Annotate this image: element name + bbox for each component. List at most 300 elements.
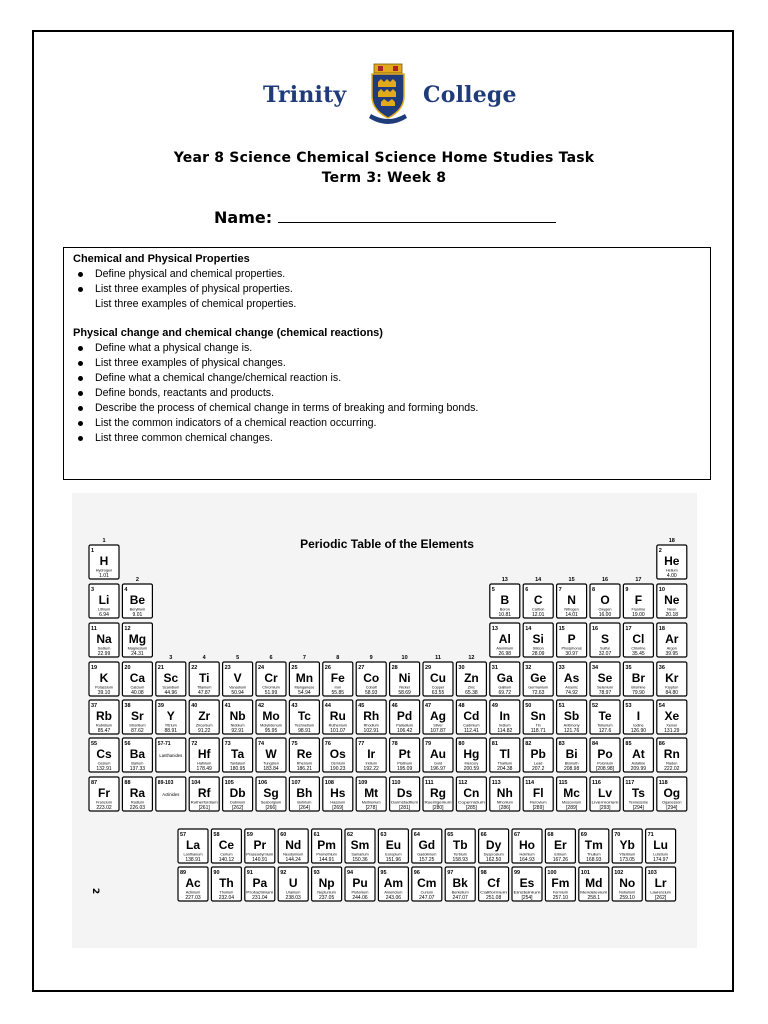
group-number: 10: [401, 655, 408, 661]
element-symbol: Pm: [317, 838, 336, 852]
atomic-number: 83: [558, 741, 565, 747]
task-item: List three common chemical changes.: [73, 431, 701, 446]
atomic-number: 93: [313, 870, 320, 876]
element-symbol: Sn: [530, 709, 546, 723]
task-item: Define bonds, reactants and products.: [73, 386, 701, 401]
atomic-mass: 39.95: [665, 651, 679, 657]
atomic-mass: 138.91: [185, 857, 201, 863]
element-symbol: Cn: [463, 786, 480, 800]
element-symbol: Ru: [329, 709, 346, 723]
element-symbol: N: [567, 593, 576, 607]
atomic-mass: 84.80: [665, 690, 679, 696]
element-symbol: Xe: [664, 709, 680, 723]
atomic-mass: 157.25: [419, 857, 435, 863]
atomic-mass: 35.45: [632, 651, 645, 657]
group-number: 17: [635, 577, 642, 583]
element-symbol: Kr: [665, 671, 679, 685]
element-symbol: Ca: [129, 671, 146, 685]
atomic-number: 85: [625, 741, 632, 747]
atomic-mass: [289]: [532, 805, 544, 811]
element-symbol: Pa: [252, 876, 268, 890]
atomic-mass: 85.47: [97, 728, 111, 734]
atomic-mass: 167.26: [552, 857, 569, 863]
atomic-number: 62: [347, 832, 354, 838]
atomic-mass: 50.94: [231, 690, 244, 696]
atomic-number: 14: [525, 626, 532, 632]
atomic-number: 94: [347, 870, 354, 876]
atomic-number: 55: [91, 741, 98, 747]
atomic-mass: 58.93: [364, 690, 378, 696]
element-symbol: Yb: [619, 838, 635, 852]
atomic-mass: 51.99: [264, 690, 278, 696]
atomic-mass: 244.06: [352, 895, 368, 901]
atomic-number: 46: [391, 703, 398, 709]
atomic-mass: [286]: [499, 805, 511, 811]
element-symbol: O: [600, 593, 610, 607]
atomic-mass: 164.93: [519, 857, 535, 863]
atomic-number: 12: [124, 626, 131, 632]
atomic-mass: 226.03: [129, 805, 146, 811]
element-symbol: Cl: [632, 632, 645, 646]
element-name: Calcium: [130, 685, 145, 690]
atomic-mass: 209.99: [630, 766, 647, 772]
element-name: Phosphorus: [561, 646, 582, 651]
element-symbol: Er: [554, 838, 567, 852]
atomic-number: 27: [358, 665, 365, 671]
atomic-number: 59: [246, 832, 253, 838]
atomic-mass: 74.92: [565, 690, 578, 696]
element-name: Hassium: [330, 800, 346, 805]
element-name: Dubnium: [229, 800, 246, 805]
atomic-number: 9: [625, 587, 629, 593]
atomic-mass: 258.1: [587, 895, 601, 901]
atomic-mass: 92.91: [231, 728, 244, 734]
element-symbol: Br: [631, 671, 646, 685]
element-symbol: Np: [318, 876, 335, 890]
element-name: Erbium: [554, 852, 567, 857]
atomic-number: 115: [558, 780, 568, 786]
atomic-number: 66: [480, 832, 487, 838]
atomic-number: 35: [625, 665, 632, 671]
element-name: Vanadium: [229, 685, 247, 690]
atomic-number: 53: [625, 703, 632, 709]
atomic-mass: 44.96: [164, 690, 178, 696]
atomic-number: 58: [213, 832, 220, 838]
element-symbol: H: [99, 554, 109, 568]
element-name: Terbium: [453, 852, 467, 857]
atomic-mass: 32.07: [598, 651, 612, 657]
element-symbol: Bk: [452, 876, 468, 890]
series-range: 89-103: [157, 780, 174, 786]
atomic-mass: 78.97: [598, 690, 612, 696]
task-item: List the common indicators of a chemical reaction occurring.: [73, 416, 701, 431]
element-name: Neon: [667, 607, 677, 612]
element-name: Barium: [131, 761, 144, 766]
element-symbol: Ag: [430, 709, 446, 723]
element-name: Gadolinium: [417, 852, 437, 857]
element-name: Berkelium: [451, 890, 469, 895]
periodic-table-title: Periodic Table of the Elements: [300, 537, 474, 551]
element-symbol: U: [288, 876, 298, 890]
atomic-mass: [208.98]: [595, 766, 615, 772]
logo-text-right: College: [423, 82, 517, 108]
task-item: Define physical and chemical properties.: [73, 267, 701, 282]
atomic-number: 110: [391, 780, 401, 786]
element-symbol: Ga: [496, 671, 513, 685]
atomic-number: 100: [547, 870, 557, 876]
atomic-mass: 12.01: [531, 612, 545, 618]
element-symbol: La: [185, 838, 201, 852]
atomic-number: 26: [324, 665, 331, 671]
atomic-mass: [294]: [666, 805, 678, 811]
atomic-number: 19: [91, 665, 98, 671]
element-symbol: Li: [98, 593, 110, 607]
atomic-mass: 24.31: [131, 651, 144, 657]
element-symbol: B: [500, 593, 510, 607]
element-name: Aluminum: [496, 646, 514, 651]
logo-text-left: Trinity: [263, 82, 347, 108]
element-name: Scandium: [162, 685, 180, 690]
element-name: Copernicium: [457, 800, 485, 805]
atomic-mass: 231.04: [252, 895, 268, 901]
element-symbol: Hf: [197, 747, 211, 761]
element-symbol: Dy: [485, 838, 502, 852]
element-symbol: I: [636, 709, 641, 723]
element-name: Manganese: [294, 685, 315, 690]
element-name: Nobelium: [619, 890, 636, 895]
element-name: Bismuth: [564, 761, 579, 766]
atomic-number: 42: [258, 703, 265, 709]
atomic-mass: 144.91: [318, 857, 335, 863]
atomic-mass: 168.93: [586, 857, 602, 863]
element-name: Niobium: [230, 723, 245, 728]
atomic-number: 20: [124, 665, 131, 671]
element-name: Hydrogen: [95, 568, 113, 573]
group-number: 13: [501, 577, 508, 583]
element-symbol: Ar: [665, 632, 679, 646]
atomic-mass: 107.87: [430, 728, 446, 734]
atomic-mass: 243.06: [385, 895, 402, 901]
atomic-number: 21: [157, 665, 164, 671]
element-symbol: Rn: [663, 747, 680, 761]
atomic-mass: 195.09: [396, 766, 413, 772]
element-name: Arsenic: [565, 685, 578, 690]
element-symbol: Hs: [330, 786, 346, 800]
atomic-number: 31: [491, 665, 498, 671]
element-name: Neodymium: [283, 852, 304, 857]
atomic-number: 10: [658, 587, 665, 593]
element-name: Rutherfordium: [190, 800, 218, 805]
element-name: Iron: [334, 685, 342, 690]
document-subtitle: Term 3: Week 8: [321, 170, 447, 186]
element-symbol: Tl: [499, 747, 511, 761]
atomic-mass: [266]: [265, 805, 277, 811]
name-fill-line[interactable]: [278, 209, 556, 223]
atomic-mass: 132.91: [96, 766, 112, 772]
element-name: Bohrium: [297, 800, 312, 805]
element-name: Sodium: [97, 646, 111, 651]
atomic-number: 43: [291, 703, 298, 709]
atomic-number: 3: [91, 587, 95, 593]
element-symbol: Sg: [263, 786, 279, 800]
group-number: 5: [236, 655, 240, 661]
atomic-number: 52: [592, 703, 599, 709]
element-name: Fermium: [552, 890, 568, 895]
atomic-mass: 95.95: [264, 728, 278, 734]
atomic-number: 22: [191, 665, 198, 671]
element-name: Argon: [666, 646, 677, 651]
atomic-mass: 222.02: [664, 766, 680, 772]
atomic-number: 111: [425, 780, 434, 786]
element-name: Praseodymium: [246, 852, 274, 857]
element-name: Oxygen: [598, 607, 612, 612]
atomic-mass: 127.6: [598, 728, 612, 734]
element-symbol: Pr: [253, 838, 267, 852]
atomic-number: 36: [658, 665, 665, 671]
atomic-mass: 58.69: [398, 690, 411, 696]
element-name: Americium: [384, 890, 403, 895]
element-symbol: Cu: [430, 671, 446, 685]
element-symbol: Nh: [496, 786, 513, 800]
element-symbol: S: [600, 632, 610, 646]
atomic-number: 17: [625, 626, 632, 632]
atomic-mass: 118.71: [530, 728, 546, 734]
element-symbol: Al: [498, 632, 511, 646]
atomic-mass: 237.05: [318, 895, 335, 901]
element-name: Europium: [385, 852, 402, 857]
atomic-mass: [278]: [365, 805, 377, 811]
atomic-number: 49: [491, 703, 498, 709]
element-name: Zirconium: [195, 723, 213, 728]
atomic-mass: 144.24: [285, 857, 301, 863]
atomic-number: 50: [525, 703, 532, 709]
atomic-mass: [285]: [465, 805, 477, 811]
group-number: 6: [269, 655, 273, 661]
element-name: Protactinium: [246, 890, 274, 895]
atomic-mass: 247.07: [452, 895, 468, 901]
element-name: Radon: [666, 761, 678, 766]
element-name: Yttrium: [164, 723, 177, 728]
element-symbol: Te: [598, 709, 612, 723]
task-list-box: [63, 247, 711, 480]
element-name: Mendelevium: [580, 890, 608, 895]
atomic-number: 86: [658, 741, 665, 747]
atomic-number: 64: [413, 832, 420, 838]
element-name: Ruthenium: [328, 723, 347, 728]
atomic-number: 79: [425, 741, 432, 747]
element-symbol: Am: [383, 876, 404, 890]
atomic-number: 117: [625, 780, 635, 786]
atomic-number: 40: [191, 703, 198, 709]
atomic-number: 87: [91, 780, 98, 786]
element-symbol: Nd: [285, 838, 302, 852]
element-symbol: Og: [663, 786, 681, 800]
element-symbol: Tb: [452, 838, 468, 852]
atomic-mass: 4.00: [666, 573, 677, 579]
element-symbol: Ho: [519, 838, 535, 852]
atomic-mass: 1.01: [99, 573, 109, 579]
atomic-number: 44: [324, 703, 331, 709]
element-name: Meitnerium: [361, 800, 381, 805]
element-name: Platinum: [397, 761, 412, 766]
atomic-mass: 150.36: [352, 857, 368, 863]
atomic-number: 105: [224, 780, 234, 786]
atomic-mass: [289]: [566, 805, 578, 811]
element-symbol: Bi: [565, 747, 578, 761]
element-symbol: K: [99, 671, 109, 685]
atomic-number: 91: [246, 870, 253, 876]
task-item: List three examples of chemical properties.: [95, 298, 297, 310]
atomic-number: 25: [291, 665, 298, 671]
atomic-number: 38: [124, 703, 131, 709]
element-symbol: Ne: [664, 593, 680, 607]
atomic-mass: 259.10: [619, 895, 635, 901]
element-symbol: Cd: [463, 709, 480, 723]
atomic-number: 104: [191, 780, 201, 786]
atomic-number: 76: [324, 741, 331, 747]
atomic-mass: 131.29: [664, 728, 680, 734]
atomic-mass: [264]: [298, 805, 310, 811]
atomic-number: 69: [580, 832, 587, 838]
element-name: Tennessine: [628, 800, 649, 805]
atomic-number: 108: [324, 780, 334, 786]
atomic-mass: [294]: [632, 805, 644, 811]
atomic-mass: 121.76: [563, 728, 580, 734]
element-symbol: Pd: [396, 709, 413, 723]
element-name: Californium: [480, 890, 508, 895]
element-name: Technetium: [294, 723, 315, 728]
atomic-mass: [262]: [655, 895, 667, 901]
section-heading: Physical change and chemical change (chemical reactions): [73, 327, 383, 339]
atomic-mass: 30.97: [565, 651, 578, 657]
element-name: Mercury: [464, 761, 479, 766]
atomic-mass: 251.08: [485, 895, 502, 901]
atomic-number: 60: [280, 832, 287, 838]
element-symbol: Md: [585, 876, 603, 890]
atomic-mass: 26.98: [498, 651, 512, 657]
periodic-table-image: [72, 493, 697, 948]
element-name: Silver: [433, 723, 443, 728]
atomic-number: 30: [458, 665, 465, 671]
atomic-mass: 174.97: [652, 857, 669, 863]
atomic-number: 61: [313, 832, 320, 838]
element-name: Xenon: [666, 723, 678, 728]
atomic-number: 37: [91, 703, 98, 709]
element-symbol: Ce: [218, 838, 235, 852]
element-symbol: W: [265, 747, 277, 761]
element-symbol: Zr: [198, 709, 211, 723]
element-symbol: Ni: [398, 671, 411, 685]
element-name: Fluorine: [631, 607, 646, 612]
element-name: Rhenium: [296, 761, 313, 766]
element-name: Gold: [433, 761, 443, 766]
atomic-number: 56: [124, 741, 131, 747]
element-name: Actinium: [185, 890, 201, 895]
atomic-mass: 55.85: [331, 690, 345, 696]
element-name: Zinc: [467, 685, 475, 690]
atomic-mass: [262]: [232, 805, 244, 811]
atomic-mass: 87.62: [131, 728, 144, 734]
element-name: Tungsten: [263, 761, 279, 766]
element-symbol: Lu: [653, 838, 668, 852]
element-name: Holmium: [519, 852, 535, 857]
element-name: Magnesium: [127, 646, 148, 651]
atomic-number: 109: [358, 780, 368, 786]
element-symbol: Ds: [396, 786, 413, 800]
atomic-number: 72: [191, 741, 198, 747]
element-symbol: Zn: [464, 671, 479, 685]
element-name: Cerium: [220, 852, 233, 857]
atomic-mass: 137.33: [129, 766, 146, 772]
element-symbol: Rh: [363, 709, 380, 723]
element-name: Roentgenium: [424, 800, 452, 805]
atomic-number: 113: [491, 780, 501, 786]
atomic-number: 114: [525, 780, 535, 786]
atomic-number: 32: [525, 665, 532, 671]
atomic-number: 48: [458, 703, 465, 709]
element-symbol: Pu: [352, 876, 368, 890]
periodic-table: [72, 493, 697, 948]
element-name: Astatine: [631, 761, 646, 766]
element-name: Potassium: [95, 685, 113, 690]
element-symbol: Ge: [530, 671, 547, 685]
element-name: Chlorine: [631, 646, 646, 651]
element-symbol: At: [632, 747, 645, 761]
atomic-mass: 186.21: [296, 766, 313, 772]
element-name: Tellurium: [597, 723, 613, 728]
group-number: 14: [535, 577, 542, 583]
element-symbol: Cm: [417, 876, 437, 890]
atomic-number: 81: [491, 741, 498, 747]
element-symbol: Sm: [350, 838, 370, 852]
element-symbol: F: [634, 593, 643, 607]
element-symbol: Y: [166, 709, 175, 723]
group-number: 9: [369, 655, 373, 661]
atomic-number: 95: [380, 870, 387, 876]
element-symbol: Hg: [463, 747, 480, 761]
element-symbol: Tc: [297, 709, 311, 723]
element-name: Palladium: [396, 723, 413, 728]
element-name: Boron: [499, 607, 510, 612]
atomic-mass: 173.05: [619, 857, 635, 863]
element-name: Tin: [535, 723, 541, 728]
element-symbol: Lr: [654, 876, 667, 890]
atomic-number: 2: [658, 548, 662, 554]
element-name: Bromine: [631, 685, 646, 690]
element-name: Beryllium: [129, 607, 146, 612]
atomic-number: 82: [525, 741, 532, 747]
atomic-mass: 63.55: [431, 690, 445, 696]
element-name: Chromium: [262, 685, 280, 690]
atomic-number: 90: [213, 870, 220, 876]
element-symbol: Cf: [487, 876, 500, 890]
element-symbol: Se: [597, 671, 613, 685]
atomic-mass: [269]: [332, 805, 344, 811]
section-list: [73, 267, 701, 312]
element-name: Cobalt: [365, 685, 377, 690]
group-number: 16: [601, 577, 609, 583]
element-symbol: Mo: [262, 709, 280, 723]
atomic-mass: 140.12: [218, 857, 235, 863]
atomic-mass: [293]: [599, 805, 611, 811]
element-symbol: Rf: [197, 786, 211, 800]
atomic-number: 97: [447, 870, 454, 876]
group-number: 11: [435, 655, 441, 661]
element-symbol: Co: [363, 671, 380, 685]
element-symbol: Es: [519, 876, 535, 890]
element-symbol: Mn: [295, 671, 314, 685]
crest-icon: [365, 62, 411, 128]
